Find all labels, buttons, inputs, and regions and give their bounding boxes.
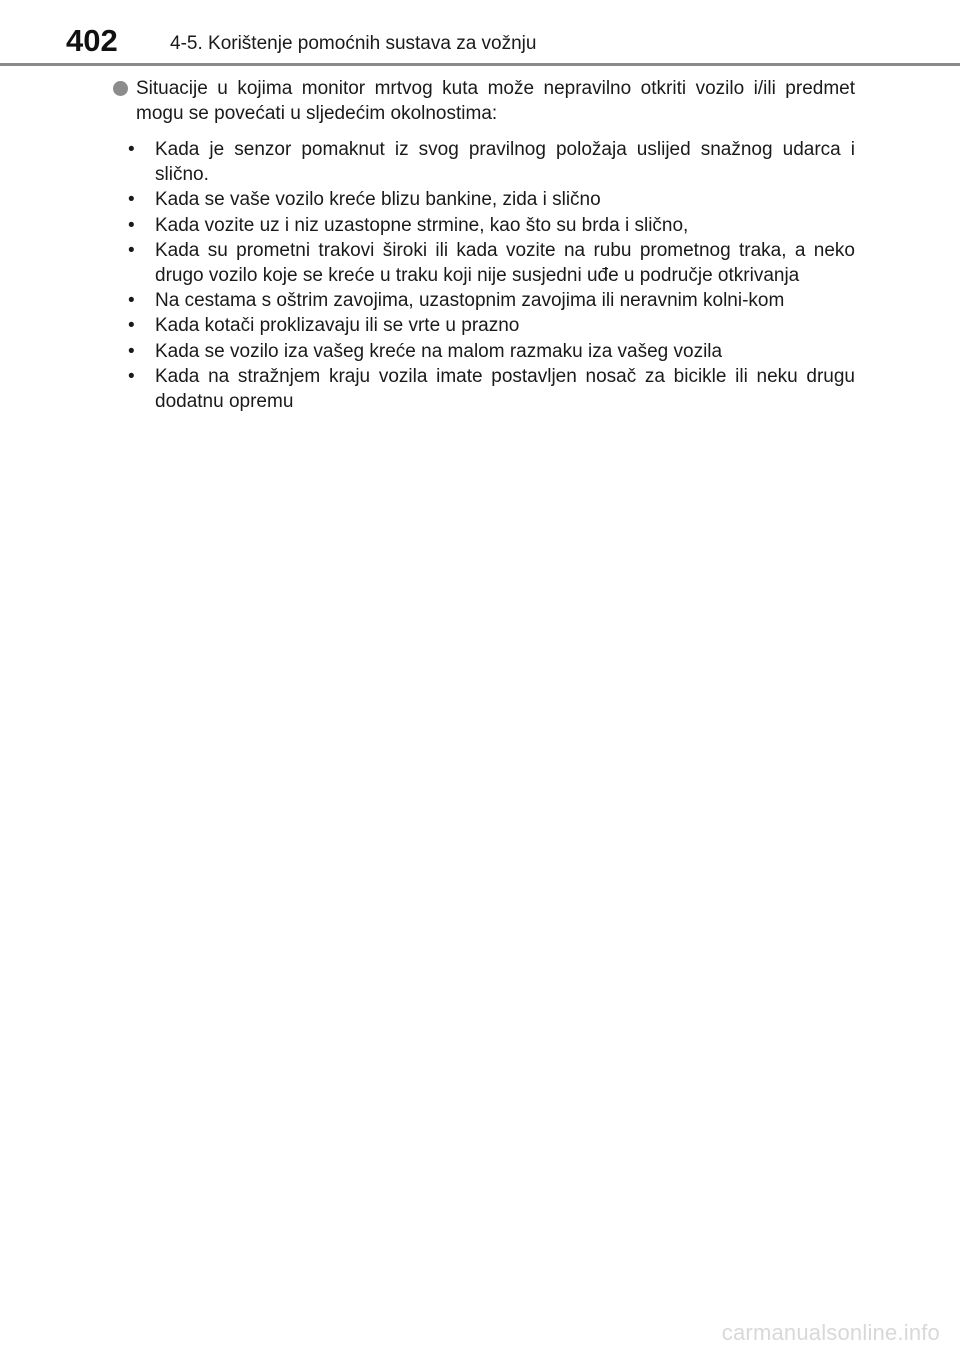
list-item xyxy=(128,137,855,187)
bullet-dot-icon: • xyxy=(128,340,135,362)
main-content xyxy=(110,76,855,414)
list-item-text: Na cestama s oštrim zavojima, uzastopnim zavojima ili neravnim kolni-kom xyxy=(155,290,785,312)
list-item xyxy=(128,288,855,313)
watermark: carmanualsonline.info xyxy=(721,1320,940,1345)
page-header xyxy=(0,0,960,64)
header-divider xyxy=(0,63,960,66)
bullet-dot-icon: • xyxy=(128,315,135,337)
list-item xyxy=(128,213,855,238)
list-item-text: Kada se vozilo iza vašeg kreće na malom razmaku iza vašeg vozila xyxy=(155,340,723,362)
bullet-dot-icon: • xyxy=(128,290,135,312)
section-title: 4-5. Korištenje pomoćnih sustava za vožnju xyxy=(170,33,537,54)
list-item-text: Kada vozite uz i niz uzastopne strmine, kao što su brda i slično, xyxy=(155,214,689,236)
list-item xyxy=(128,364,855,414)
bullet-dot-icon: • xyxy=(128,214,135,236)
list-item xyxy=(128,238,855,288)
list-item xyxy=(128,313,855,338)
list-item xyxy=(128,187,855,212)
list-item-text: Kada su prometni trakovi široki ili kada vozite na rubu prometnog traka, a neko drugo vozilo koje se kreće u traku koji nije susjedni uđe u područje otkrivanja xyxy=(155,239,855,287)
page-number: 402 xyxy=(66,23,118,58)
list-item-text: Kada se vaše vozilo kreće blizu bankine, zida i slično xyxy=(155,189,601,211)
bullet-list xyxy=(110,137,855,414)
lead-text: Situacije u kojima monitor mrtvog kuta može nepravilno otkriti vozilo i/ili predmet mogu se povećati u sljedećim okolnostima: xyxy=(136,78,855,124)
list-item-text: Kada kotači proklizavaju ili se vrte u prazno xyxy=(155,315,520,337)
circle-bullet-icon xyxy=(113,81,128,96)
list-item xyxy=(128,339,855,364)
bullet-dot-icon: • xyxy=(128,189,135,211)
bullet-dot-icon: • xyxy=(128,139,135,160)
list-item-text: Kada je senzor pomaknut iz svog pravilnog položaja uslijed snažnog udarca i slično. xyxy=(155,139,855,186)
lead-paragraph xyxy=(110,76,855,126)
list-item-text: Kada na stražnjem kraju vozila imate postavljen nosač za bicikle ili neku drugu dodatnu opremu xyxy=(155,365,855,413)
bullet-dot-icon: • xyxy=(128,239,135,261)
bullet-dot-icon: • xyxy=(128,365,135,387)
